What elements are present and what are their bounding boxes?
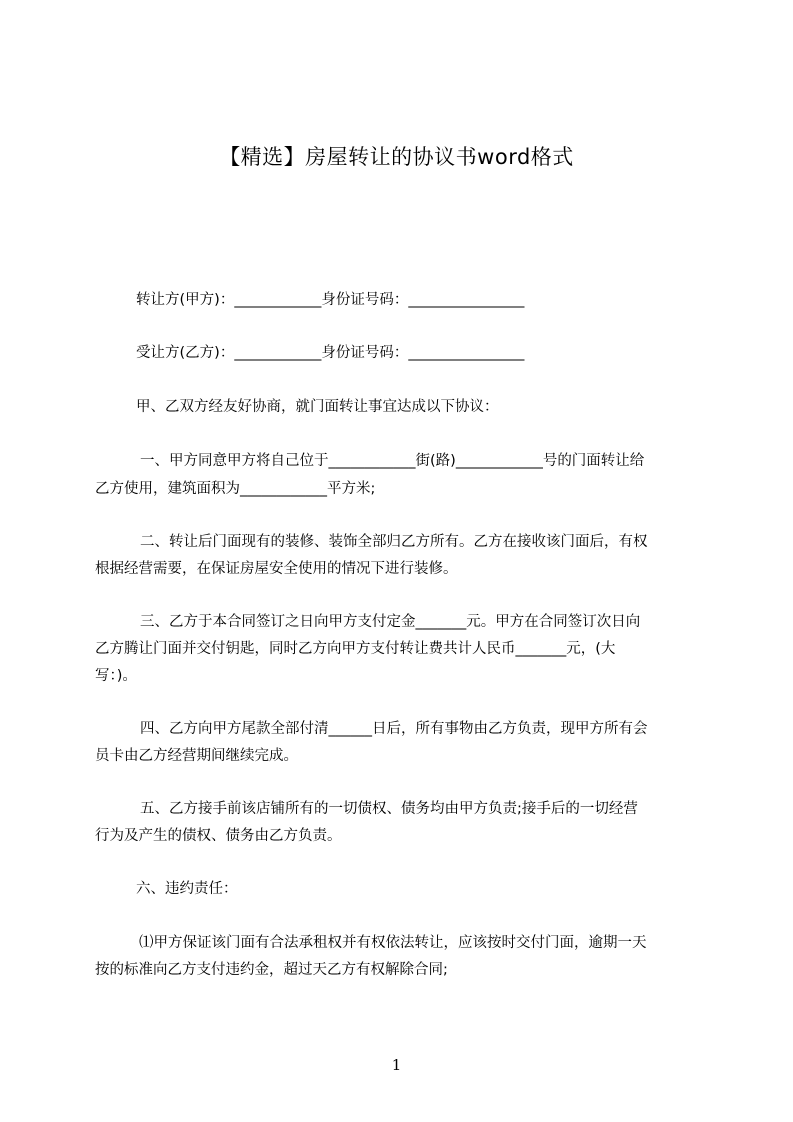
clause5-line2: 行为及产生的债权、债务由乙方负责。 xyxy=(95,828,342,844)
page-number: 1 xyxy=(391,1056,402,1074)
clause2-line2: 根据经营需要，在保证房屋安全使用的情况下进行装修。 xyxy=(95,561,458,577)
clause5-line1: 五、乙方接手前该店铺所有的一切债权、债务均由甲方负责;接手后的一切经营 xyxy=(140,801,638,817)
document-title: 【精选】房屋转让的协议书word格式 xyxy=(219,145,574,169)
clause1-line1: 一、甲方同意甲方将自己位于____________街(路)____________号的门面转让给 xyxy=(140,453,645,469)
intro-line: 甲、乙双方经友好协商，就门面转让事宜达成以下协议： xyxy=(136,399,499,415)
clause6-item1-line2: 按的标准向乙方支付违约金，超过天乙方有权解除合同; xyxy=(95,962,448,978)
clause2-line1: 二、转让后门面现有的装修、装饰全部归乙方所有。乙方在接收该门面后，有权 xyxy=(140,534,648,550)
clause3-line2: 乙方腾让门面并交付钥匙，同时乙方向甲方支付转让费共计人民币_______元，(大 xyxy=(95,641,616,657)
clause1-line2: 乙方使用，建筑面积为____________平方米; xyxy=(95,481,376,497)
clause6-item1-line1: ⑴甲方保证该门面有合法承租权并有权依法转让，应该按时交付门面，逾期一天 xyxy=(139,935,647,951)
clause4-line2: 员卡由乙方经营期间继续完成。 xyxy=(95,748,298,764)
transferee-line: 受让方(乙方)：____________身份证号码：________________ xyxy=(136,345,525,361)
clause6-heading: 六、违约责任： xyxy=(136,881,238,897)
transferor-line: 转让方(甲方)：____________身份证号码：________________ xyxy=(136,292,525,308)
clause4-line1: 四、乙方向甲方尾款全部付清______日后，所有事物由乙方负责，现甲方所有会 xyxy=(140,721,648,737)
clause3-line3: 写：)。 xyxy=(95,668,137,684)
clause3-line1: 三、乙方于本合同签订之日向甲方支付定金_______元。甲方在合同签订次日向 xyxy=(140,614,641,630)
